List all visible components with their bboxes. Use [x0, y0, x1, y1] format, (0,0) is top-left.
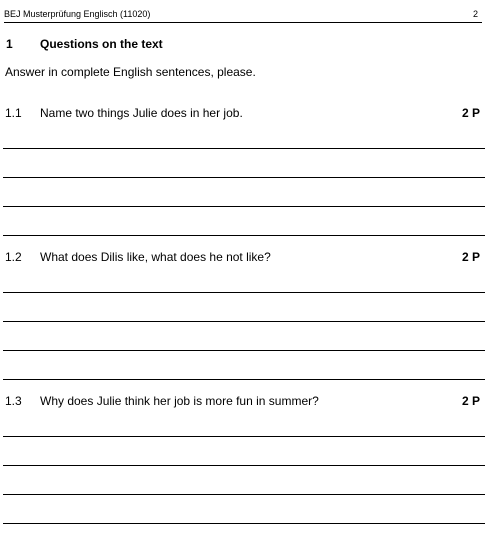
page-number: 2: [472, 9, 478, 19]
section-title: Questions on the text: [40, 37, 163, 51]
answer-line[interactable]: [3, 350, 485, 351]
answer-line[interactable]: [3, 321, 485, 322]
answer-line[interactable]: [3, 436, 485, 437]
answer-line[interactable]: [3, 148, 485, 149]
answer-line[interactable]: [3, 379, 485, 380]
question-number: 1.1: [5, 106, 22, 120]
page-header: [4, 9, 482, 23]
question-points: 2 P: [461, 106, 480, 120]
question-text: Name two things Julie does in her job.: [40, 106, 243, 120]
answer-line[interactable]: [3, 523, 485, 524]
document-title: BEJ Musterprüfung Englisch (11020): [4, 9, 151, 19]
question-number: 1.2: [5, 250, 22, 264]
section-heading: [0, 37, 486, 53]
question-1-3: [0, 394, 486, 410]
answer-line[interactable]: [3, 494, 485, 495]
answer-line[interactable]: [3, 235, 485, 236]
question-text: Why does Julie think her job is more fun in summer?: [40, 394, 319, 408]
question-1-1: [0, 106, 486, 122]
section-number: 1: [6, 37, 13, 51]
question-1-2: [0, 250, 486, 266]
question-points: 2 P: [461, 250, 480, 264]
question-points: 2 P: [461, 394, 480, 408]
question-number: 1.3: [5, 394, 22, 408]
question-text: What does Dilis like, what does he not like?: [40, 250, 271, 264]
answer-line[interactable]: [3, 465, 485, 466]
answer-line[interactable]: [3, 206, 485, 207]
instruction-text: Answer in complete English sentences, please.: [5, 65, 256, 79]
answer-line[interactable]: [3, 292, 485, 293]
answer-line[interactable]: [3, 177, 485, 178]
